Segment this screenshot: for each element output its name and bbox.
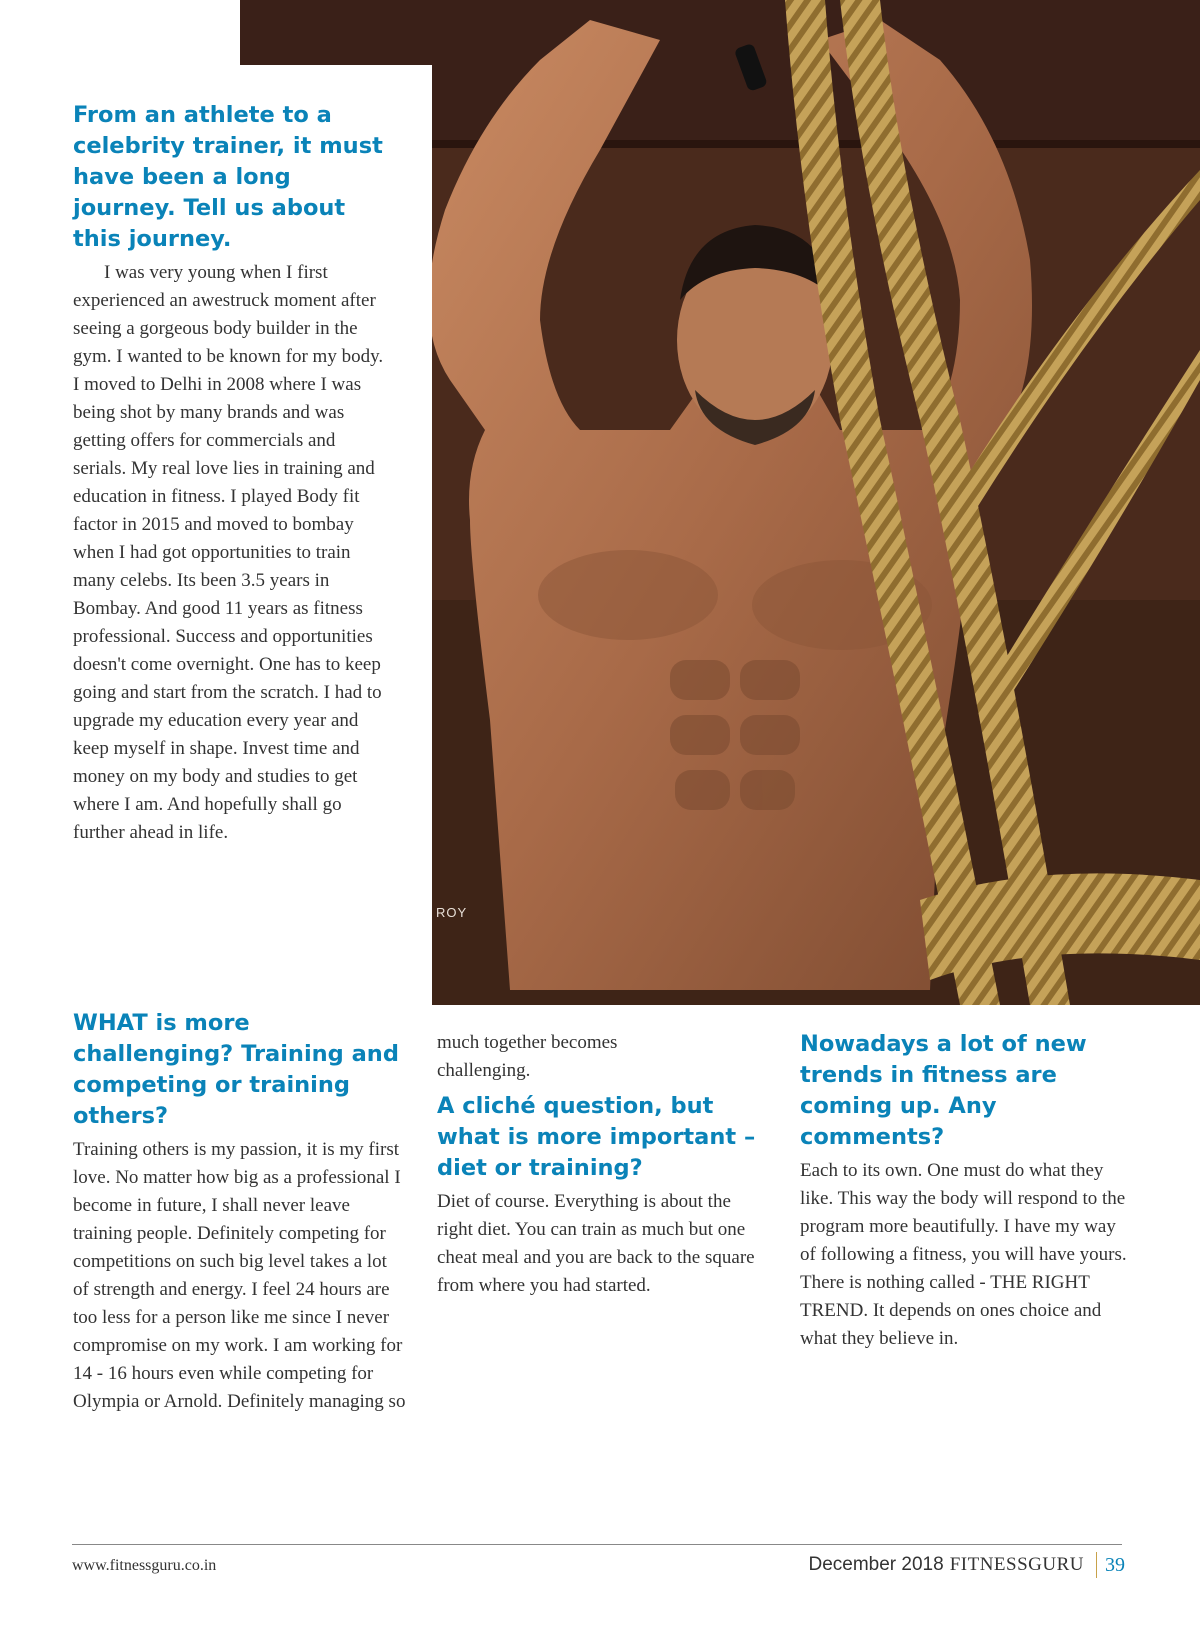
footer-rule	[72, 1544, 1122, 1545]
page-corner-background	[0, 0, 240, 65]
issue-date: December 2018	[808, 1554, 944, 1575]
answer-continuation	[437, 1029, 767, 1085]
answer-text: Each to its own. One must do what they like. This way the body will respond to the program more beautifully. I have my way of following a fitness, you will have yours. There is nothing called - THE RIGHT TREND. It depends on ones choice and what they believe in.	[800, 1160, 1127, 1349]
page-number: 39	[1105, 1553, 1125, 1576]
photo-credit: ROY	[436, 905, 468, 920]
question-block-3	[437, 1091, 767, 1300]
footer-separator	[1096, 1552, 1097, 1578]
question-heading: A cliché question, but what is more important – diet or training?	[437, 1093, 756, 1181]
footer-website: www.fitnessguru.co.in	[72, 1557, 217, 1574]
answer-text-continued: much together becomes challenging.	[437, 1032, 618, 1081]
answer-text: Diet of course. Everything is about the right diet. You can train as much but one cheat meal and you are back to the square from where you had started.	[437, 1191, 755, 1296]
question-block-1	[73, 100, 393, 847]
question-heading: WHAT is more challenging? Training and competing or training others?	[73, 1010, 399, 1129]
answer-text: I was very young when I first experienced an awestruck moment after seeing a gorgeous body builder in the gym. I wanted to be known for my body. I moved to Delhi in 2008 where I was being shot by many brands and was getting offers for commercials and serials. My real love lies in training and education in fitness. I played Body fit factor in 2015 and moved to bombay when I had got opportunities to train many celebs. Its been 3.5 years in Bombay. And good 11 years as fitness professional. Success and opportunities doesn't come overnight. One has to keep going and start from the scratch. I had to upgrade my education every year and keep myself in shape. Invest time and money on my body and studies to get where I am. And hopefully shall go further ahead in life.	[73, 262, 384, 843]
question-heading: Nowadays a lot of new trends in fitness are coming up. Any comments?	[800, 1031, 1087, 1150]
question-block-4	[800, 1029, 1130, 1353]
footer-issue-info	[808, 1552, 1125, 1578]
magazine-name: FITNESSGURU	[949, 1554, 1084, 1575]
question-block-2	[73, 1008, 406, 1416]
question-heading: From an athlete to a celebrity trainer, it must have been a long journey. Tell us about this journey.	[73, 102, 383, 252]
answer-text: Training others is my passion, it is my first love. No matter how big as a professional I become in future, I shall never leave training people. Definitely competing for competitions on such big level takes a lot of strength and energy. I feel 24 hours are too less for a person like me since I never compromise on my work. I am working for 14 - 16 hours even while competing for Olympia or Arnold. Definitely managing so	[73, 1139, 406, 1412]
